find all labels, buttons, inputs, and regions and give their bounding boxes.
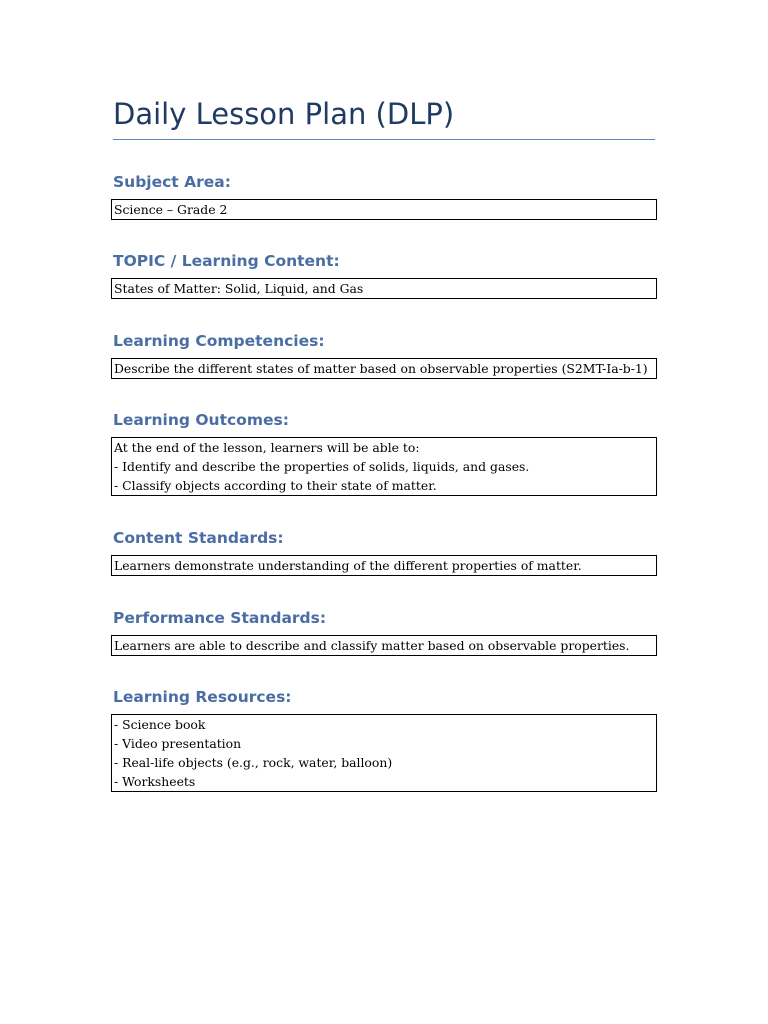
section-learning-outcomes — [111, 410, 657, 496]
section-heading: Performance Standards: — [113, 609, 327, 627]
box-line: Learners demonstrate understanding of the different properties of matter. — [114, 558, 582, 573]
box-line: Describe the different states of matter based on observable properties (S2MT-Ia-b-1) — [114, 361, 648, 376]
section-box — [111, 199, 657, 220]
section-learning-competencies — [111, 331, 657, 379]
section-box — [111, 635, 657, 656]
box-line: - Science book — [114, 717, 206, 732]
section-heading: Learning Outcomes: — [113, 411, 289, 429]
section-box — [111, 555, 657, 576]
page-title: Daily Lesson Plan (DLP) — [113, 97, 455, 131]
section-box — [111, 437, 657, 496]
box-line: Science – Grade 2 — [114, 202, 228, 217]
box-line: - Worksheets — [114, 774, 196, 789]
box-line: Learners are able to describe and classify matter based on observable properties. — [114, 638, 630, 653]
title-divider — [113, 139, 655, 140]
section-box — [111, 278, 657, 299]
section-heading: Subject Area: — [113, 173, 231, 191]
section-box — [111, 358, 657, 379]
section-topic — [111, 251, 657, 299]
section-heading: Content Standards: — [113, 529, 284, 547]
box-line: At the end of the lesson, learners will be able to: — [114, 440, 420, 455]
box-line: - Classify objects according to their state of matter. — [114, 478, 437, 493]
section-learning-resources — [111, 687, 657, 792]
box-line: - Video presentation — [114, 736, 242, 751]
box-line: States of Matter: Solid, Liquid, and Gas — [114, 281, 364, 296]
section-heading: Learning Competencies: — [113, 332, 325, 350]
section-content-standards — [111, 528, 657, 576]
box-line: - Identify and describe the properties of solids, liquids, and gases. — [114, 459, 530, 474]
section-heading: Learning Resources: — [113, 688, 292, 706]
section-box — [111, 714, 657, 792]
section-heading: TOPIC / Learning Content: — [113, 252, 340, 270]
box-line: - Real-life objects (e.g., rock, water, balloon) — [114, 755, 393, 770]
section-subject-area — [111, 172, 657, 220]
section-performance-standards — [111, 608, 657, 656]
